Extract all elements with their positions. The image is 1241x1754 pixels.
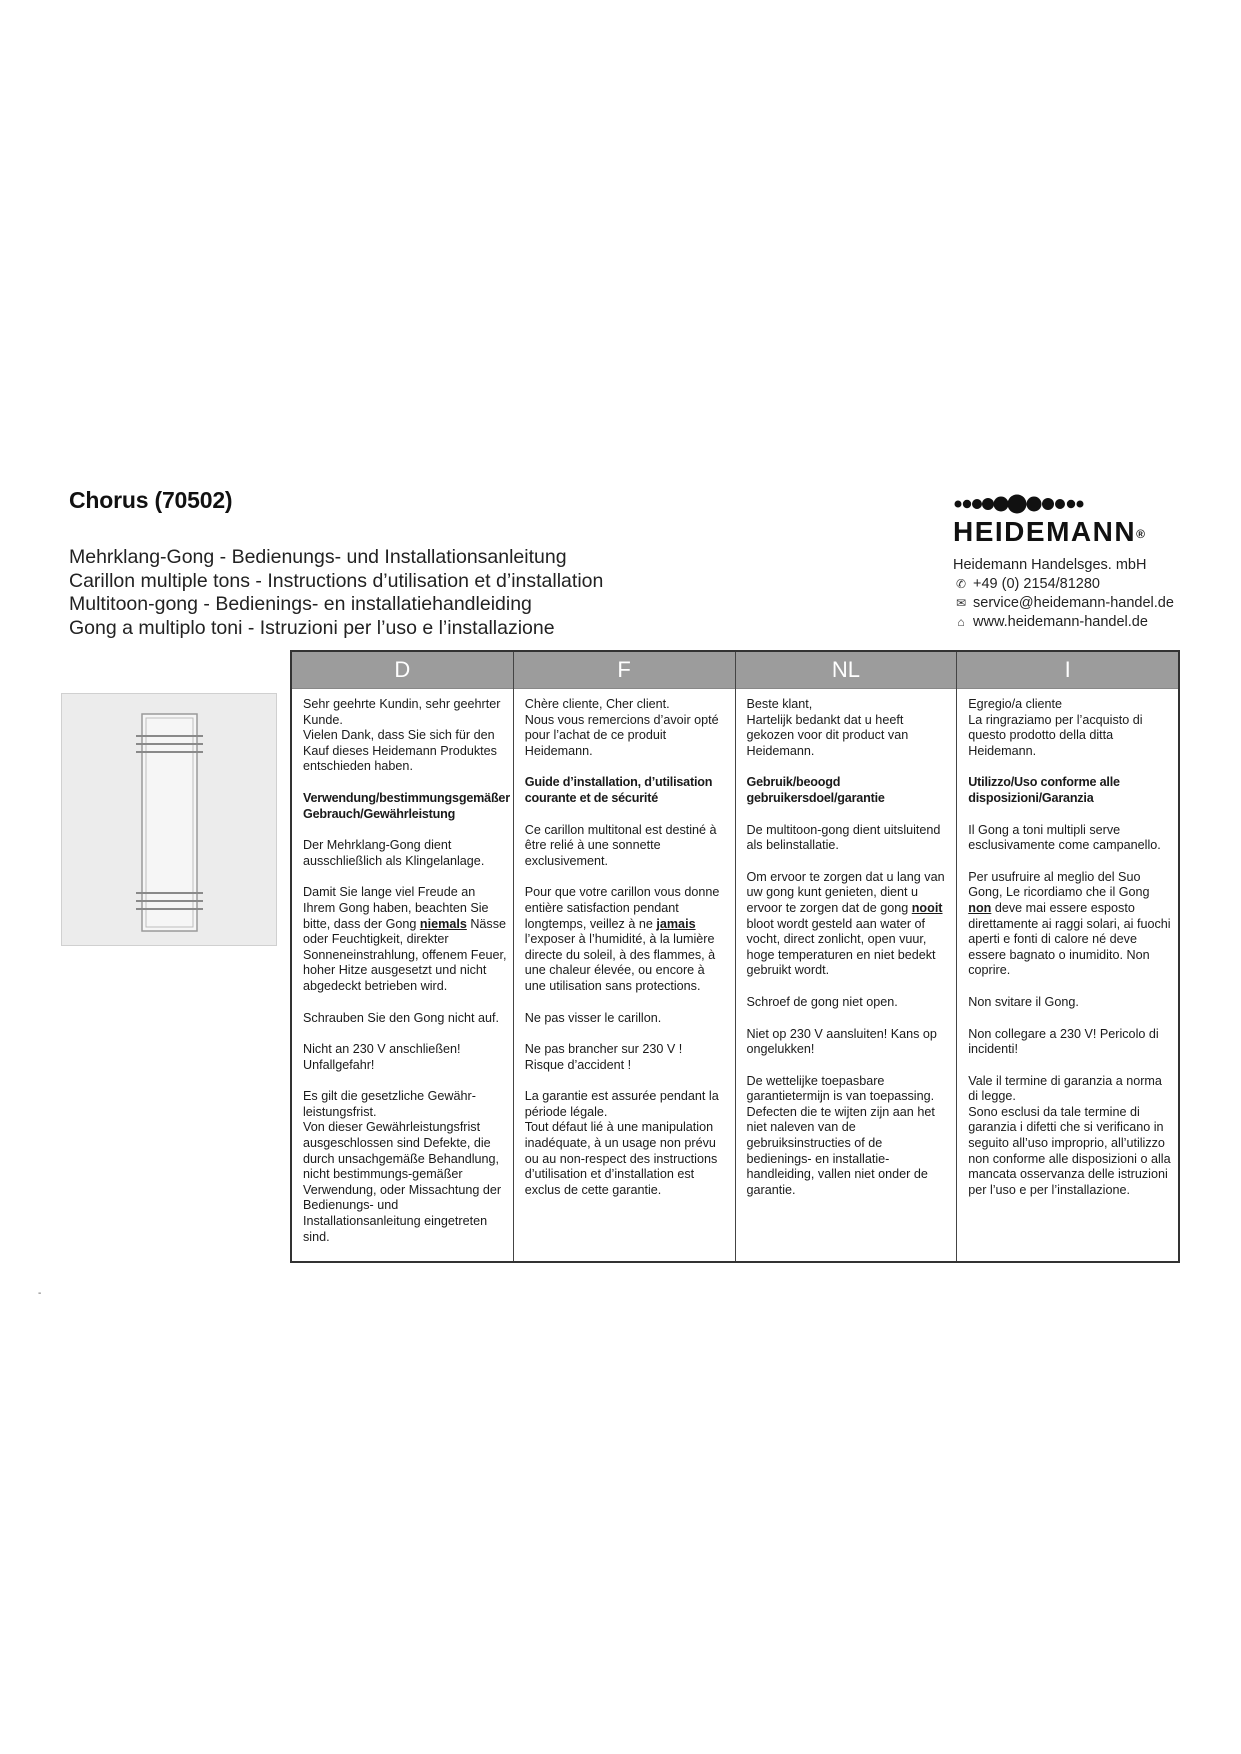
usage-text: Der Mehrklang-Gong dient ausschließlich als Klingelanlage. xyxy=(303,838,485,868)
greeting-text: Egregio/a cliente La ringraziamo per l’acquisto di questo prodotto della ditta Heidemann. xyxy=(968,697,1143,758)
screw-warning: Schrauben Sie den Gong nicht auf. xyxy=(303,1010,500,1025)
care-text: Per usufruire al meglio del Suo Gong, Le ricordiamo che il Gong non deve mai essere esposto direttamente ai raggi solari, ai fuochi aperti e fonti di calore né deve essere bagnato o inumidito. Non coprire. xyxy=(968,869,1171,978)
contact-block xyxy=(953,556,1174,632)
voltage-warning: Ne pas brancher sur 230 V ! Risque d’accident ! xyxy=(524,1042,683,1072)
usage-text: De multitoon-gong dient uitsluitend als belinstallatie. xyxy=(746,822,941,853)
care-text: Om ervoor te zorgen dat u lang van uw gong kunt genieten, dient u ervoor te zorgen dat de gong nooit bloot wordt gesteld aan water of vocht, direct zonlicht, open vuur, hoge temperaturen en niet bedekt gebruikt wordt. xyxy=(746,869,945,978)
contact-email[interactable]: ✉ service@heidemann-handel.de xyxy=(953,594,1174,613)
warranty-text: Vale il termine di garanzia a norma di legge. Sono esclusi da tale termine di garanzia i difetti che si verificano in seguito all’uso improprio, all’utilizzo non conforme alle disposizioni o alla mancata osservanza delle istruzioni per l’uso e per l’installazione. xyxy=(968,1073,1171,1197)
column-body xyxy=(957,689,1178,1204)
care-text: Pour que votre carillon vous donne entière satisfaction pendant longtemps, veillez à ne jamais l’exposer à l’humidité, à la lumière directe du soleil, à des flammes, à une chaleur élevée, ou encore à une utilisation sans protections. xyxy=(524,885,720,993)
section-heading: Verwendung/bestimmungsgemäßer Gebrauch/Gewährleistung xyxy=(303,790,510,821)
usage-text: Ce carillon multitonal est destiné à être relié à une sonnette exclusivement. xyxy=(524,822,717,868)
column-header: NL xyxy=(736,652,957,689)
registered-mark: ® xyxy=(1136,527,1145,541)
subtitle-it: Gong a multiplo toni - Istruzioni per l’uso e l’installazione xyxy=(69,616,555,639)
mail-icon: ✉ xyxy=(955,596,967,610)
page-title: Chorus (70502) xyxy=(69,487,233,513)
section-heading: Gebruik/beoogd gebruikersdoel/garantie xyxy=(746,775,885,805)
warranty-text: Es gilt die gesetzliche Gewähr-leistungsfrist. Von dieser Gewährleistungsfrist ausgeschlossen sind Defekte, die durch unsachgemäße Behandlung, nicht bestimmungs-gemäßer Verwendung, oder Missachtung der Bedienungs- und Installationsanleitung eingetreten sind. xyxy=(303,1089,502,1244)
warranty-text: La garantie est assurée pendant la période légale. Tout défaut lié à une manipulation inadéquate, à un usage non prévu ou au non-respect des instructions d’utilisation et d’installation est exclus de cette garantie. xyxy=(524,1089,719,1197)
product-image xyxy=(61,693,277,946)
voltage-warning: Nicht an 230 V anschließen! Unfallgefahr! xyxy=(303,1042,461,1072)
column-nl xyxy=(736,652,958,1261)
usage-text: Il Gong a toni multipli serve esclusivamente come campanello. xyxy=(968,822,1161,853)
column-body xyxy=(292,689,513,1251)
section-heading: Guide d’installation, d’utilisation courante et de sécurité xyxy=(524,775,713,805)
column-header: D xyxy=(292,652,513,689)
brand-logo xyxy=(953,493,1193,547)
home-icon: ⌂ xyxy=(957,615,965,629)
screw-warning: Ne pas visser le carillon. xyxy=(524,1010,662,1025)
subtitle-de: Mehrklang-Gong - Bedienungs- und Installationsanleitung xyxy=(69,546,567,568)
instruction-table xyxy=(290,650,1180,1263)
brand-name: HEIDEMANN® xyxy=(953,516,1145,547)
subtitle-list xyxy=(69,546,709,640)
column-body xyxy=(514,689,735,1204)
column-header: F xyxy=(514,652,735,689)
column-fr xyxy=(514,652,736,1261)
column-body xyxy=(736,689,957,1204)
phone-icon: ✆ xyxy=(955,577,967,591)
company-name: Heidemann Handelsges. mbH xyxy=(953,557,1147,573)
column-it xyxy=(957,652,1178,1261)
gong-illustration-icon xyxy=(62,694,278,947)
contact-web[interactable]: ⌂ www.heidemann-handel.de xyxy=(953,613,1174,632)
greeting-text: Beste klant, Hartelijk bedankt dat u heeft gekozen voor dit product van Heidemann. xyxy=(746,697,909,758)
subtitle-fr: Carillon multiple tons - Instructions d’utilisation et d’installation xyxy=(69,569,604,592)
logo-dots-icon xyxy=(953,493,1193,515)
greeting-text: Sehr geehrte Kundin, sehr geehrter Kunde. Vielen Dank, dass Sie sich für den Kauf dieses Heidemann Produktes entschieden haben. xyxy=(303,697,501,774)
footer-mark: - xyxy=(38,1288,42,1299)
subtitle-nl: Multitoon-gong - Bedienings- en installatiehandleiding xyxy=(69,593,532,615)
screw-warning: Schroef de gong niet open. xyxy=(746,994,898,1009)
contact-phone: ✆ +49 (0) 2154/81280 xyxy=(953,575,1174,594)
column-de xyxy=(292,652,514,1261)
screw-warning: Non svitare il Gong. xyxy=(968,994,1079,1009)
voltage-warning: Niet op 230 V aansluiten! Kans op ongelukken! xyxy=(746,1026,937,1057)
voltage-warning: Non collegare a 230 V! Pericolo di incidenti! xyxy=(968,1026,1159,1057)
section-heading: Utilizzo/Uso conforme alle disposizioni/Garanzia xyxy=(968,775,1120,805)
care-text: Damit Sie lange viel Freude an Ihrem Gong haben, beachten Sie bitte, dass der Gong niemals Nässe oder Feuchtigkeit, direkter Sonneneinstrahlung, offenem Feuer, hoher Hitze ausgesetzt und nicht abgedeckt betrieben wird. xyxy=(303,885,507,993)
warranty-text: De wettelijke toepasbare garantietermijn is van toepassing. Defecten die te wijten zijn aan het niet naleven van de gebruiksinstructies of de bedienings- en installatie-handleiding, vallen niet onder de garantie. xyxy=(746,1073,935,1197)
greeting-text: Chère cliente, Cher client. Nous vous remercions d’avoir opté pour l’achat de ce produit Heidemann. xyxy=(524,697,719,758)
column-header: I xyxy=(957,652,1178,689)
